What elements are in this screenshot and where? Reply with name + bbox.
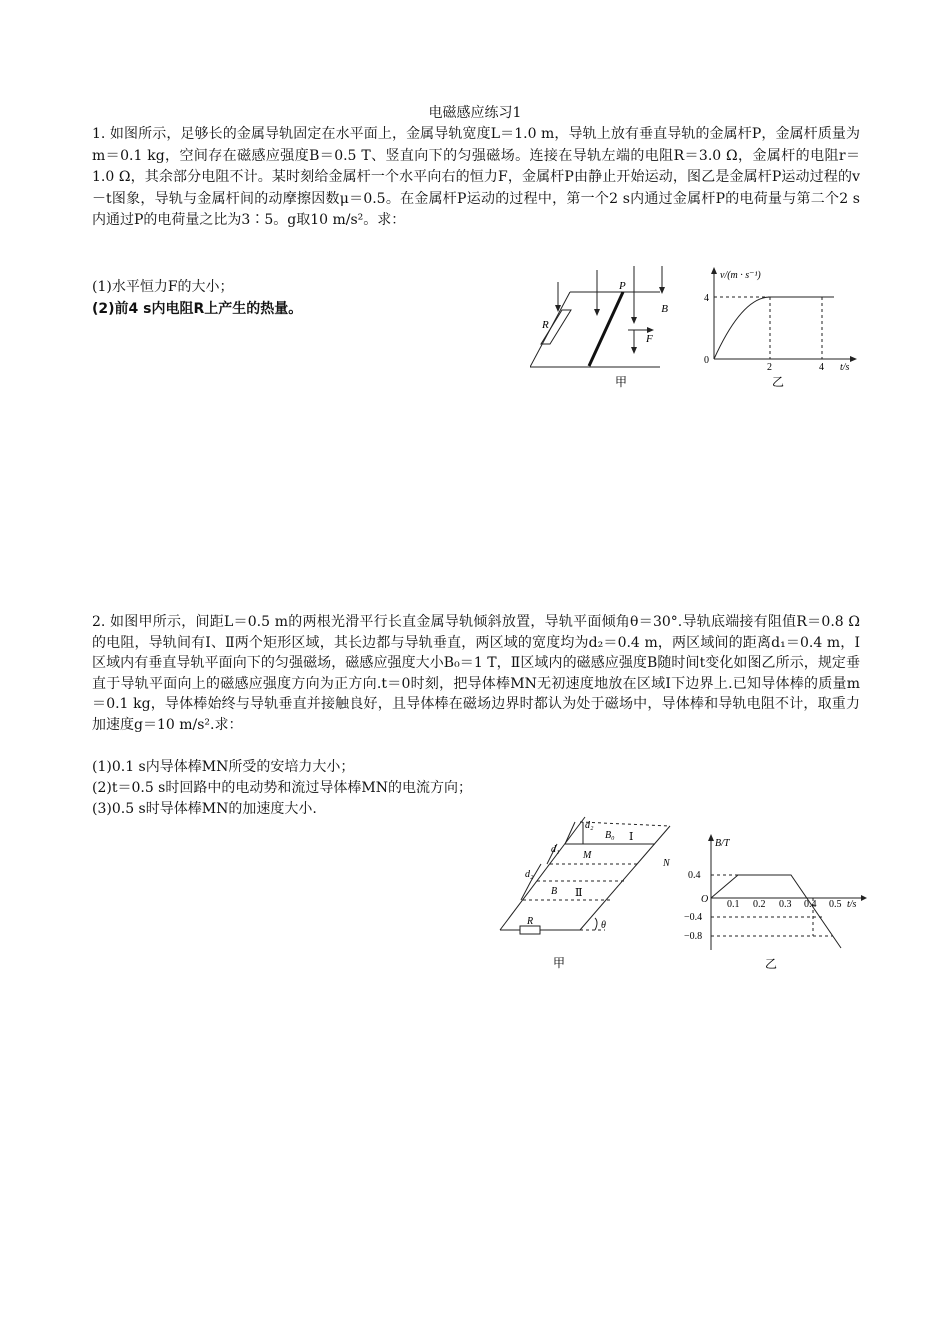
fig2-label-R: R bbox=[527, 916, 534, 927]
fig2-ytick-minus-0.4: −0.4 bbox=[684, 912, 703, 923]
problem1-text: 1. 如图所示，足够长的金属导轨固定在水平面上，金属导轨宽度L＝1.0 m，导轨上放有垂直导轨的金属杆P，金属杆质量为m＝0.1 kg，空间存在磁感应强度B＝0.5 T、竖直向下的匀强磁场。连接在导轨左端的电阻R＝3.0 Ω，金属杆的电阻r＝1.0 Ω，其余部分电阻不计。某时刻给金属杆一个水平向右的恒力F，金属杆P由静止开始运动，图乙是金属杆P运动过程的v－t图象，导轨与金属杆间的动摩擦因数μ＝0.5。在金属杆P运动的过程中，第一个2 s内通过金属杆P的电荷量与第二个2 s内通过P的电荷量之比为3∶5。g取10 m/s²。求： bbox=[92, 126, 860, 228]
fig2-label-d1: d₁ bbox=[551, 844, 560, 855]
problem2-question3: (3)0.5 s时导体棒MN的加速度大小. bbox=[92, 801, 317, 817]
fig2-xlabel: t/s bbox=[847, 899, 857, 910]
page-title: 电磁感应练习1 bbox=[428, 105, 522, 121]
problem1-question2: (2)前4 s内电阻R上产生的热量。 bbox=[92, 301, 303, 317]
fig1-ytick-4: 4 bbox=[704, 293, 709, 304]
fig2-label-theta: θ bbox=[601, 920, 606, 931]
problem1-question1: (1)水平恒力F的大小； bbox=[92, 279, 234, 295]
problem2-figure-jia bbox=[495, 812, 680, 972]
fig2-xtick-0.4: 0.4 bbox=[804, 899, 817, 910]
fig2-label-N: N bbox=[663, 858, 670, 869]
problem1-figure-jia bbox=[530, 262, 670, 392]
fig1-xlabel: t/s bbox=[840, 362, 850, 373]
fig1-origin: 0 bbox=[704, 355, 709, 366]
fig2-xtick-0.1: 0.1 bbox=[727, 899, 740, 910]
fig2-label-B: B bbox=[551, 886, 558, 897]
fig2-label-B0: B₀ bbox=[605, 830, 615, 841]
fig2-ytick-minus-0.8: −0.8 bbox=[684, 931, 703, 942]
fig1-ylabel: v/(m · s⁻¹) bbox=[720, 270, 761, 281]
fig2-label-I: Ⅰ bbox=[629, 831, 634, 843]
fig2-caption-yi: 乙 bbox=[765, 957, 778, 971]
fig1-label-R: R bbox=[542, 319, 549, 331]
fig2-label-M: M bbox=[583, 850, 592, 861]
problem2-question1: (1)0.1 s内导体棒MN所受的安培力大小； bbox=[92, 759, 355, 775]
fig2-xtick-0.5: 0.5 bbox=[829, 899, 842, 910]
problem2-question2: (2)t＝0.5 s时回路中的电动势和流过导体棒MN的电流方向； bbox=[92, 780, 472, 796]
fig1-label-B: B bbox=[661, 303, 668, 315]
fig1-label-F: F bbox=[646, 333, 653, 345]
fig2-ylabel: B/T bbox=[715, 838, 730, 849]
fig2-label-II: Ⅱ bbox=[575, 887, 583, 899]
problem2-text: 2. 如图甲所示，间距L＝0.5 m的两根光滑平行长直金属导轨倾斜放置，导轨平面倾角θ＝30°.导轨底端接有阻值R＝0.8 Ω的电阻，导轨间有Ⅰ、Ⅱ两个矩形区域，其长边都与导轨垂直，两区域的宽度均为d₂＝0.4 m，两区域间的距离d₁＝0.4 m，Ⅰ区域内有垂直导轨平面向下的匀强磁场，磁感应强度大小B₀＝1 T，Ⅱ区域内的磁感应强度B随时间t变化如图乙所示，规定垂直于导轨平面向上的磁感应强度方向为正方向.t＝0时刻，把导体棒MN无初速度地放在区域Ⅰ下边界上.已知导体棒的质量m＝0.1 kg，导体棒始终与导轨垂直并接触良好，且导体棒在磁场边界时都认为处于磁场中，导体棒和导轨电阻不计，取重力加速度g＝10 m/s².求： bbox=[92, 614, 860, 733]
fig1-xtick-2: 2 bbox=[767, 362, 772, 373]
fig2-xtick-0.2: 0.2 bbox=[753, 899, 766, 910]
fig2-xtick-0.3: 0.3 bbox=[779, 899, 792, 910]
fig1-xtick-4: 4 bbox=[819, 362, 824, 373]
fig1-caption-yi: 乙 bbox=[772, 375, 785, 389]
fig2-label-d2-bottom: d₂ bbox=[525, 869, 534, 880]
fig1-label-P: P bbox=[619, 280, 626, 292]
fig2-label-d2-top: d₂ bbox=[585, 820, 594, 831]
fig1-caption-jia: 甲 bbox=[615, 375, 628, 389]
fig2-caption-jia: 甲 bbox=[553, 956, 566, 970]
fig2-origin: O bbox=[701, 894, 709, 905]
fig2-ytick-0.4: 0.4 bbox=[688, 870, 701, 881]
problem1-figure-yi-vt-graph bbox=[700, 266, 870, 392]
problem2-figure-yi-bt-graph bbox=[683, 832, 868, 972]
